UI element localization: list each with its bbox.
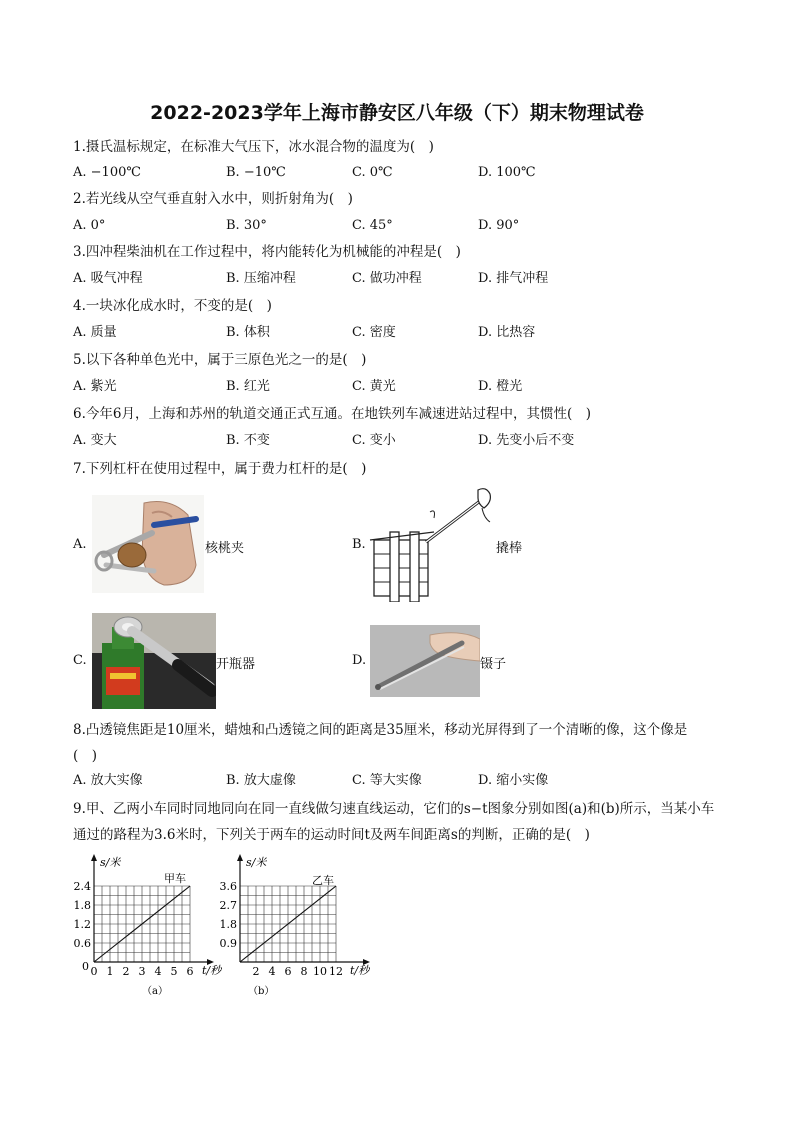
y-tick-label: 1.8 (219, 918, 237, 931)
x-tick-label: 6 (284, 965, 292, 978)
x-tick-label: 10 (313, 965, 327, 978)
question-2: 2.若光线从空气垂直射入水中，则折射角为( ) (73, 191, 353, 207)
q4-option-b[interactable]: B. 体积 (226, 325, 270, 340)
nutcracker-image[interactable] (92, 495, 204, 593)
q5-option-d[interactable]: D. 橙光 (478, 379, 523, 394)
question-9-line-1: 9.甲、乙两小车同时同地同向在同一直线做匀速直线运动，它们的s−t图象分别如图(a)和(b)所示，当某小车 (73, 801, 715, 817)
x-tick-label: 3 (138, 965, 146, 978)
question-8-line-1: 8.凸透镜焦距是10厘米，蜡烛和凸透镜之间的距离是35厘米，移动光屏得到了一个清晰的像，这个像是 (73, 722, 688, 738)
chart-b (216, 852, 386, 1002)
q3-option-b[interactable]: B. 压缩冲程 (226, 271, 296, 286)
x-tick-label: 5 (170, 965, 178, 978)
y-tick-label: 0.9 (219, 937, 237, 950)
q1-option-c[interactable]: C. 0℃ (352, 165, 393, 180)
question-7: 7.下列杠杆在使用过程中，属于费力杠杆的是( ) (73, 461, 367, 477)
x-tick-label: 1 (106, 965, 114, 978)
q5-option-b[interactable]: B. 红光 (226, 379, 270, 394)
q7-option-b-letter[interactable]: B. (352, 537, 366, 552)
question-8-line-2: ( ) (73, 748, 98, 764)
q2-option-c[interactable]: C. 45° (352, 218, 393, 233)
chart-b-series-label: 乙车 (312, 874, 334, 887)
q3-option-a[interactable]: A. 吸气冲程 (73, 271, 143, 286)
chart-a-xlabel: t/秒 (202, 964, 222, 977)
q7-option-b-caption: 撬棒 (496, 541, 523, 556)
question-1: 1.摄氏温标规定，在标准大气压下，冰水混合物的温度为( ) (73, 139, 434, 155)
chart-b-ylabel: s/米 (246, 856, 267, 869)
question-9-line-2: 通过的路程为3.6米时，下列关于两车的运动时间t及两车间距离s的判断，正确的是( ) (73, 827, 590, 843)
q6-option-c[interactable]: C. 变小 (352, 433, 396, 448)
q3-option-d[interactable]: D. 排气冲程 (478, 271, 549, 286)
crowbar-image[interactable] (366, 482, 500, 602)
q4-option-a[interactable]: A. 质量 (73, 325, 117, 340)
q1-option-a[interactable]: A. −100℃ (73, 165, 141, 180)
q7-option-c-letter[interactable]: C. (73, 653, 87, 668)
q8-option-a[interactable]: A. 放大实像 (73, 773, 143, 788)
q6-option-a[interactable]: A. 变大 (73, 433, 117, 448)
y-tick-label: 1.2 (73, 918, 91, 931)
x-tick-label: 4 (268, 965, 276, 978)
x-tick-label: 6 (186, 965, 194, 978)
q1-option-d[interactable]: D. 100℃ (478, 165, 536, 180)
q2-option-b[interactable]: B. 30° (226, 218, 267, 233)
q2-option-a[interactable]: A. 0° (73, 218, 106, 233)
chart-a-ylabel: s/米 (100, 856, 121, 869)
chart-a (70, 852, 230, 1002)
q6-option-b[interactable]: B. 不变 (226, 433, 270, 448)
q8-option-b[interactable]: B. 放大虚像 (226, 773, 296, 788)
chart-b-xlabel: t/秒 (350, 964, 370, 977)
q3-option-c[interactable]: C. 做功冲程 (352, 271, 422, 286)
q7-option-d-letter[interactable]: D. (352, 653, 367, 668)
q7-option-a-letter[interactable]: A. (73, 537, 87, 552)
question-3: 3.四冲程柴油机在工作过程中，将内能转化为机械能的冲程是( ) (73, 244, 461, 260)
tweezers-image[interactable] (370, 625, 480, 697)
q8-option-d[interactable]: D. 缩小实像 (478, 773, 549, 788)
chart-a-origin: 0 (82, 960, 89, 973)
q8-option-c[interactable]: C. 等大实像 (352, 773, 422, 788)
question-5: 5.以下各种单色光中，属于三原色光之一的是( ) (73, 352, 367, 368)
y-tick-label: 2.4 (73, 880, 91, 893)
y-tick-label: 1.8 (73, 899, 91, 912)
page-title: 2022-2023学年上海市静安区八年级（下）期末物理试卷 (150, 102, 644, 124)
x-tick-label: 0 (90, 965, 98, 978)
q5-option-a[interactable]: A. 紫光 (73, 379, 117, 394)
q6-option-d[interactable]: D. 先变小后不变 (478, 433, 575, 448)
bottle-opener-image[interactable] (92, 613, 216, 709)
x-tick-label: 4 (154, 965, 162, 978)
chart-a-series-label: 甲车 (164, 872, 186, 885)
q7-option-d-caption: 镊子 (480, 657, 507, 672)
x-tick-label: 2 (252, 965, 260, 978)
chart-b-caption: （b） (248, 986, 275, 997)
chart-a-caption: （a） (142, 986, 168, 997)
q4-option-c[interactable]: C. 密度 (352, 325, 396, 340)
x-tick-label: 2 (122, 965, 130, 978)
x-tick-label: 12 (329, 965, 343, 978)
question-6: 6.今年6月，上海和苏州的轨道交通正式互通。在地铁列车减速进站过程中，其惯性( ) (73, 406, 592, 422)
y-tick-label: 2.7 (219, 899, 237, 912)
q2-option-d[interactable]: D. 90° (478, 218, 520, 233)
q4-option-d[interactable]: D. 比热容 (478, 325, 536, 340)
q1-option-b[interactable]: B. −10℃ (226, 165, 286, 180)
q7-option-a-caption: 核桃夹 (205, 541, 245, 556)
y-tick-label: 3.6 (219, 880, 237, 893)
x-tick-label: 8 (300, 965, 308, 978)
question-4: 4.一块冰化成水时，不变的是( ) (73, 298, 272, 314)
q5-option-c[interactable]: C. 黄光 (352, 379, 396, 394)
y-tick-label: 0.6 (73, 937, 91, 950)
q7-option-c-caption: 开瓶器 (216, 657, 256, 672)
